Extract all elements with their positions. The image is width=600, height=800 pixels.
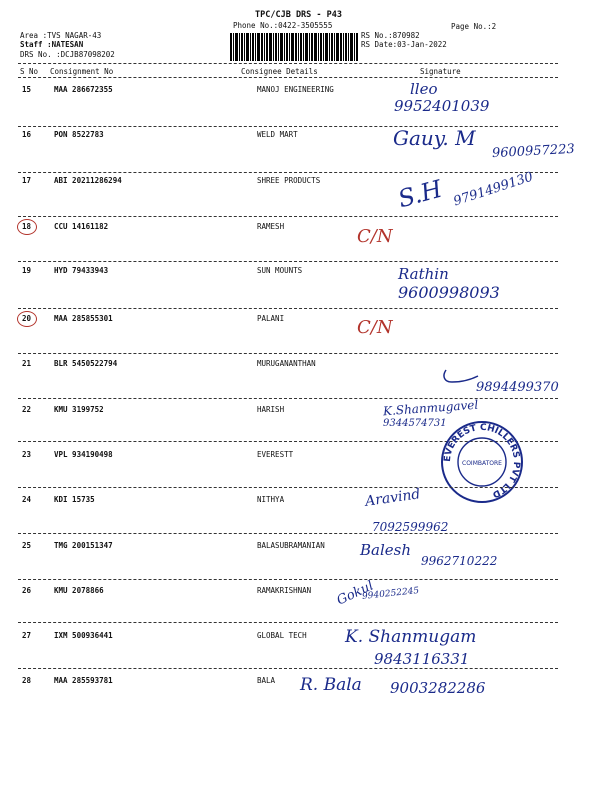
signature-name: K. Shanmugam bbox=[345, 627, 477, 647]
row-sno: 28 bbox=[22, 676, 32, 685]
row-consignment: KDI 15735 bbox=[54, 495, 95, 504]
company-stamp bbox=[440, 420, 524, 504]
row-sno: 17 bbox=[22, 176, 32, 185]
row-sno: 23 bbox=[22, 450, 32, 459]
row-consignment: KMU 2078866 bbox=[54, 586, 104, 595]
signature-name: Gauy. M bbox=[393, 126, 476, 150]
signature-name: lleo bbox=[410, 80, 438, 98]
signature-phone: 7092599962 bbox=[372, 520, 449, 534]
row-divider bbox=[18, 353, 558, 354]
row-consignment: VPL 934190498 bbox=[54, 450, 113, 459]
row-consignment: PON 8522783 bbox=[54, 130, 104, 139]
signature-phone: 9894499370 bbox=[476, 380, 559, 395]
column-header-consignment: Consignment No bbox=[50, 67, 114, 76]
signature-name: Aravind bbox=[364, 486, 422, 510]
signature-name: C/N bbox=[357, 226, 393, 247]
row-consignee: GLOBAL TECH bbox=[257, 631, 307, 640]
row-consignee: HARISH bbox=[257, 405, 285, 414]
row-consignee: WELD MART bbox=[257, 130, 298, 139]
row-consignment: MAA 285855301 bbox=[54, 314, 113, 323]
document-title: TPC/CJB DRS - P43 bbox=[255, 10, 342, 20]
page-number: Page No.:2 bbox=[451, 22, 497, 31]
row-divider bbox=[18, 126, 558, 127]
row-consignment: ABI 20211286294 bbox=[54, 176, 122, 185]
signature-phone: 9600957223 bbox=[491, 141, 576, 162]
column-header-sno: S No bbox=[20, 67, 39, 76]
signature-phone: 9940252245 bbox=[361, 586, 420, 602]
signature-name: K.Shanmugavel bbox=[382, 397, 479, 419]
signature-phone: 9843116331 bbox=[374, 650, 470, 668]
staff-label: Staff :NATESAN bbox=[20, 40, 84, 49]
signature-name: S.H bbox=[395, 174, 446, 214]
signature-name: Rathin bbox=[398, 265, 449, 283]
row-sno: 21 bbox=[22, 359, 32, 368]
row-sno: 27 bbox=[22, 631, 32, 640]
signature-name: Balesh bbox=[360, 541, 411, 559]
row-sno: 25 bbox=[22, 541, 32, 550]
row-consignee: BALA bbox=[257, 676, 276, 685]
signature-phone: 9952401039 bbox=[394, 97, 490, 115]
row-consignee: SUN MOUNTS bbox=[257, 266, 303, 275]
row-consignee: RAMESH bbox=[257, 222, 285, 231]
row-consignee: BALASUBRAMANIAN bbox=[257, 541, 325, 550]
row-sno: 22 bbox=[22, 405, 32, 414]
row-sno: 18 bbox=[22, 222, 32, 231]
row-divider bbox=[18, 487, 558, 488]
row-consignment: HYD 79433943 bbox=[54, 266, 109, 275]
row-divider bbox=[18, 579, 558, 580]
phone-number: Phone No.:0422-3505555 bbox=[233, 21, 333, 30]
stamp-center-text: COIMBATORE bbox=[462, 460, 502, 467]
signature-phone: 9003282286 bbox=[390, 679, 486, 697]
row-sno: 19 bbox=[22, 266, 32, 275]
row-consignment: MAA 286672355 bbox=[54, 85, 113, 94]
row-consignee: RAMAKRISHNAN bbox=[257, 586, 312, 595]
row-sno: 15 bbox=[22, 85, 32, 94]
row-consignment: MAA 285593781 bbox=[54, 676, 113, 685]
row-divider bbox=[18, 533, 558, 534]
row-consignment: IXM 500936441 bbox=[54, 631, 113, 640]
signature-phone: 9962710222 bbox=[421, 554, 498, 568]
area-label: Area :TVS NAGAR-43 bbox=[20, 31, 102, 40]
column-header-consignee: Consignee Details bbox=[241, 67, 318, 76]
row-consignee: SHREE PRODUCTS bbox=[257, 176, 321, 185]
rs-date: RS Date:03-Jan-2022 bbox=[361, 40, 447, 49]
row-sno: 24 bbox=[22, 495, 32, 504]
drs-number: DRS No. :DCJB87098202 bbox=[20, 50, 115, 59]
row-divider bbox=[18, 172, 558, 173]
signature-name: Gokul bbox=[334, 578, 376, 609]
signature-name: C/N bbox=[357, 317, 393, 338]
row-consignment: CCU 14161182 bbox=[54, 222, 109, 231]
row-consignee: MANOJ ENGINEERING bbox=[257, 85, 334, 94]
row-consignee: EVERESTT bbox=[257, 450, 294, 459]
row-consignee: MURUGANANTHAN bbox=[257, 359, 316, 368]
stamp-text: EVEREST CHILLERS PVT LTD bbox=[442, 422, 522, 500]
row-divider bbox=[18, 308, 558, 309]
row-consignment: BLR 5450522794 bbox=[54, 359, 118, 368]
row-consignee: PALANI bbox=[257, 314, 285, 323]
row-divider bbox=[18, 668, 558, 669]
barcode-image bbox=[230, 33, 358, 61]
row-consignment: KMU 3199752 bbox=[54, 405, 104, 414]
row-sno: 26 bbox=[22, 586, 32, 595]
rs-number: RS No.:870982 bbox=[361, 31, 420, 40]
row-divider bbox=[18, 622, 558, 623]
row-sno: 16 bbox=[22, 130, 32, 139]
row-divider bbox=[18, 261, 558, 262]
signature-phone: 9600998093 bbox=[398, 283, 500, 302]
header-divider-top bbox=[18, 63, 558, 64]
row-sno: 20 bbox=[22, 314, 32, 323]
signature-phone: 9344574731 bbox=[383, 418, 447, 429]
signature-phone: 9791499130 bbox=[451, 169, 536, 210]
row-divider bbox=[18, 216, 558, 217]
header-divider-bottom bbox=[18, 77, 558, 78]
column-header-signature: Signature bbox=[420, 67, 461, 76]
signature-name: R. Bala bbox=[300, 675, 362, 695]
signature-scribble bbox=[440, 366, 480, 388]
row-consignment: TMG 200151347 bbox=[54, 541, 113, 550]
row-consignee: NITHYA bbox=[257, 495, 285, 504]
